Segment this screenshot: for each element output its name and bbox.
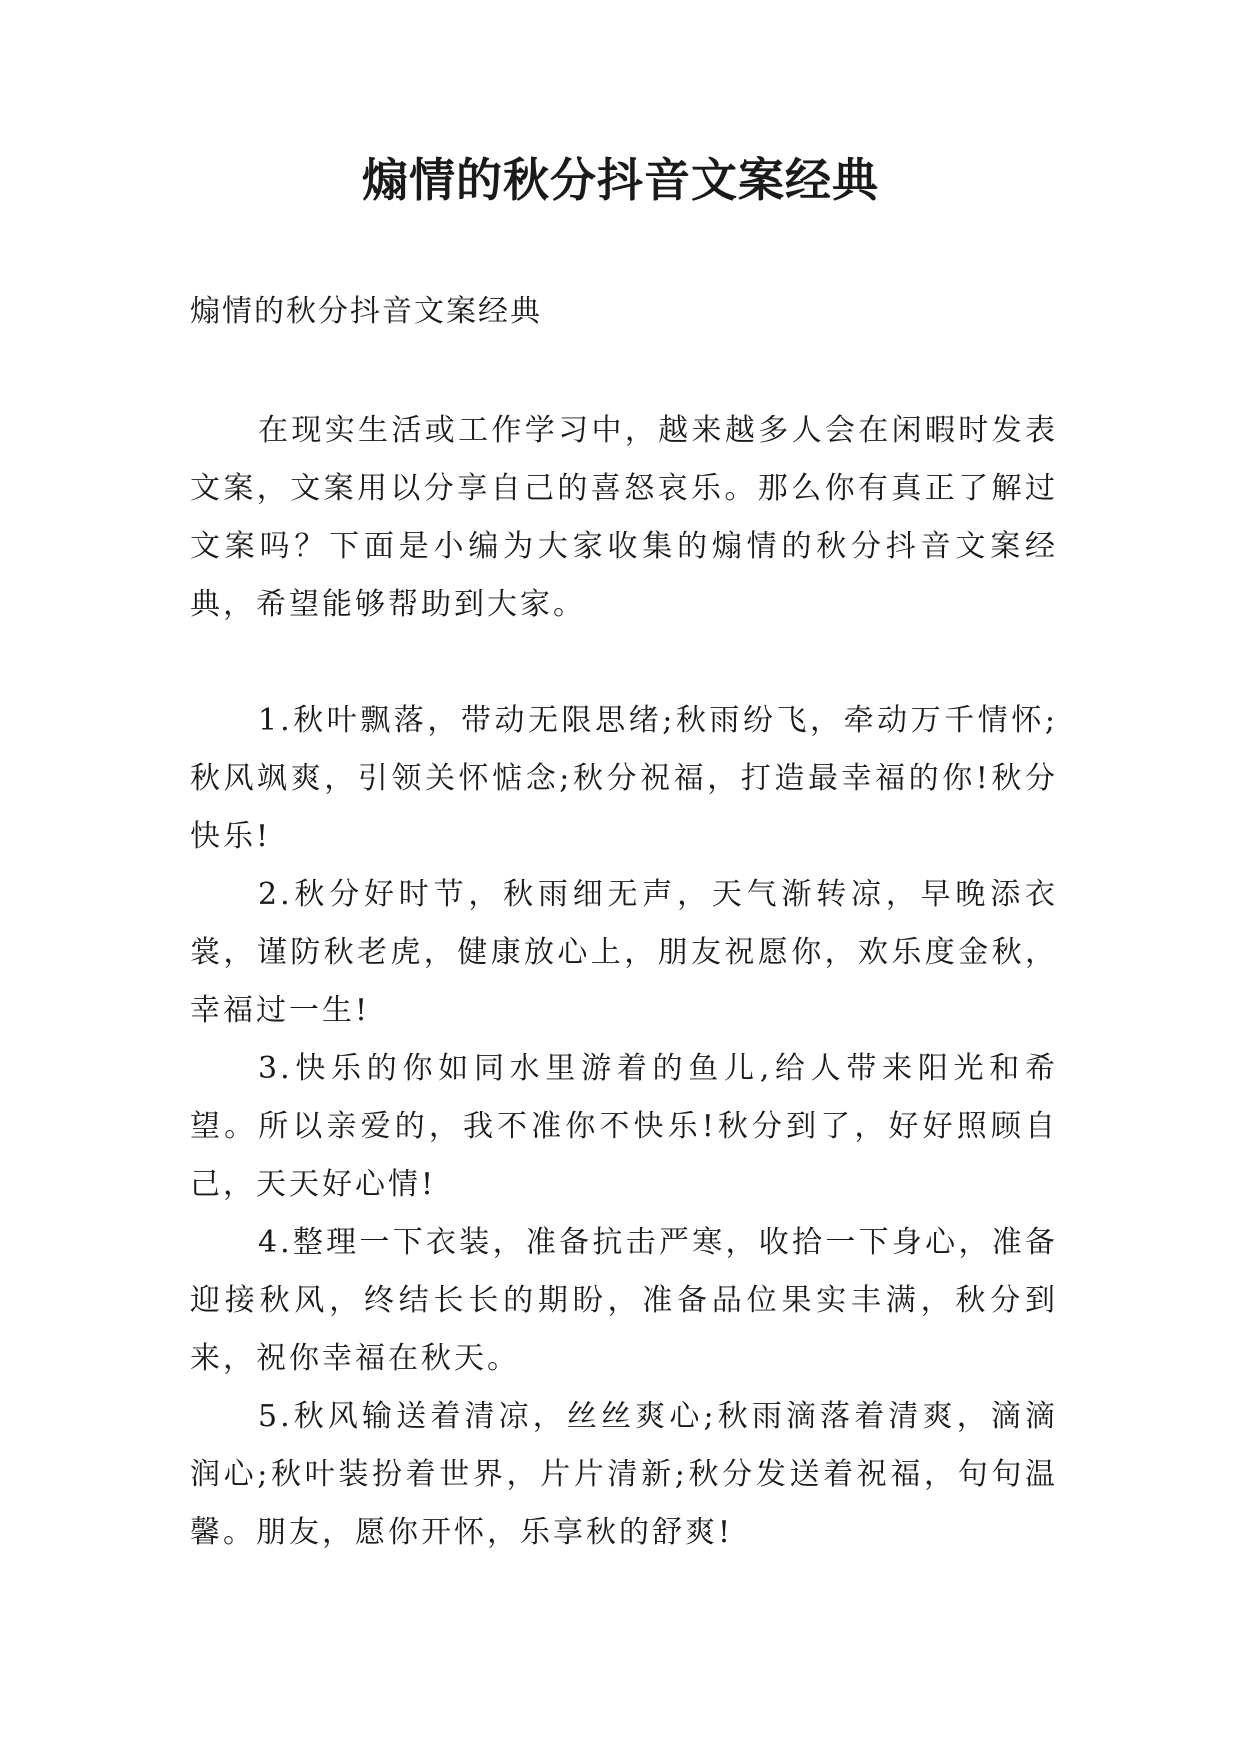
list-item: 4.整理一下衣装，准备抗击严寒，收拾一下身心，准备迎接秋风，终结长长的期盼，准备品位果实丰满，秋分到来，祝你幸福在秋天。: [190, 1225, 1058, 1376]
list-item: 5.秋风输送着清凉，丝丝爽心;秋雨滴落着清爽，滴滴润心;秋叶装扮着世界，片片清新;秋分发送着祝福，句句温馨。朋友，愿你开怀，乐享秋的舒爽!: [190, 1399, 1058, 1550]
list-item: 2.秋分好时节，秋雨细无声，天气渐转凉，早晚添衣裳，谨防秋老虎，健康放心上，朋友祝愿你，欢乐度金秋，幸福过一生!: [190, 877, 1058, 1028]
intro-paragraph: 在现实生活或工作学习中，越来越多人会在闲暇时发表文案，文案用以分享自己的喜怒哀乐。那么你有真正了解过文案吗？下面是小编为大家收集的煽情的秋分抖音文案经典，希望能够帮助到大家。: [190, 413, 1058, 622]
document-title: 煽情的秋分抖音文案经典: [362, 153, 879, 207]
document-subtitle: 煽情的秋分抖音文案经典: [190, 294, 542, 329]
list-item: 3.快乐的你如同水里游着的鱼儿,给人带来阳光和希望。所以亲爱的，我不准你不快乐!秋分到了，好好照顾自己，天天好心情!: [190, 1051, 1058, 1202]
list-item: 1.秋叶飘落，带动无限思绪;秋雨纷飞，牵动万千情怀;秋风飒爽，引领关怀惦念;秋分祝福，打造最幸福的你!秋分快乐!: [190, 703, 1058, 854]
document-body: [190, 402, 1058, 1562]
